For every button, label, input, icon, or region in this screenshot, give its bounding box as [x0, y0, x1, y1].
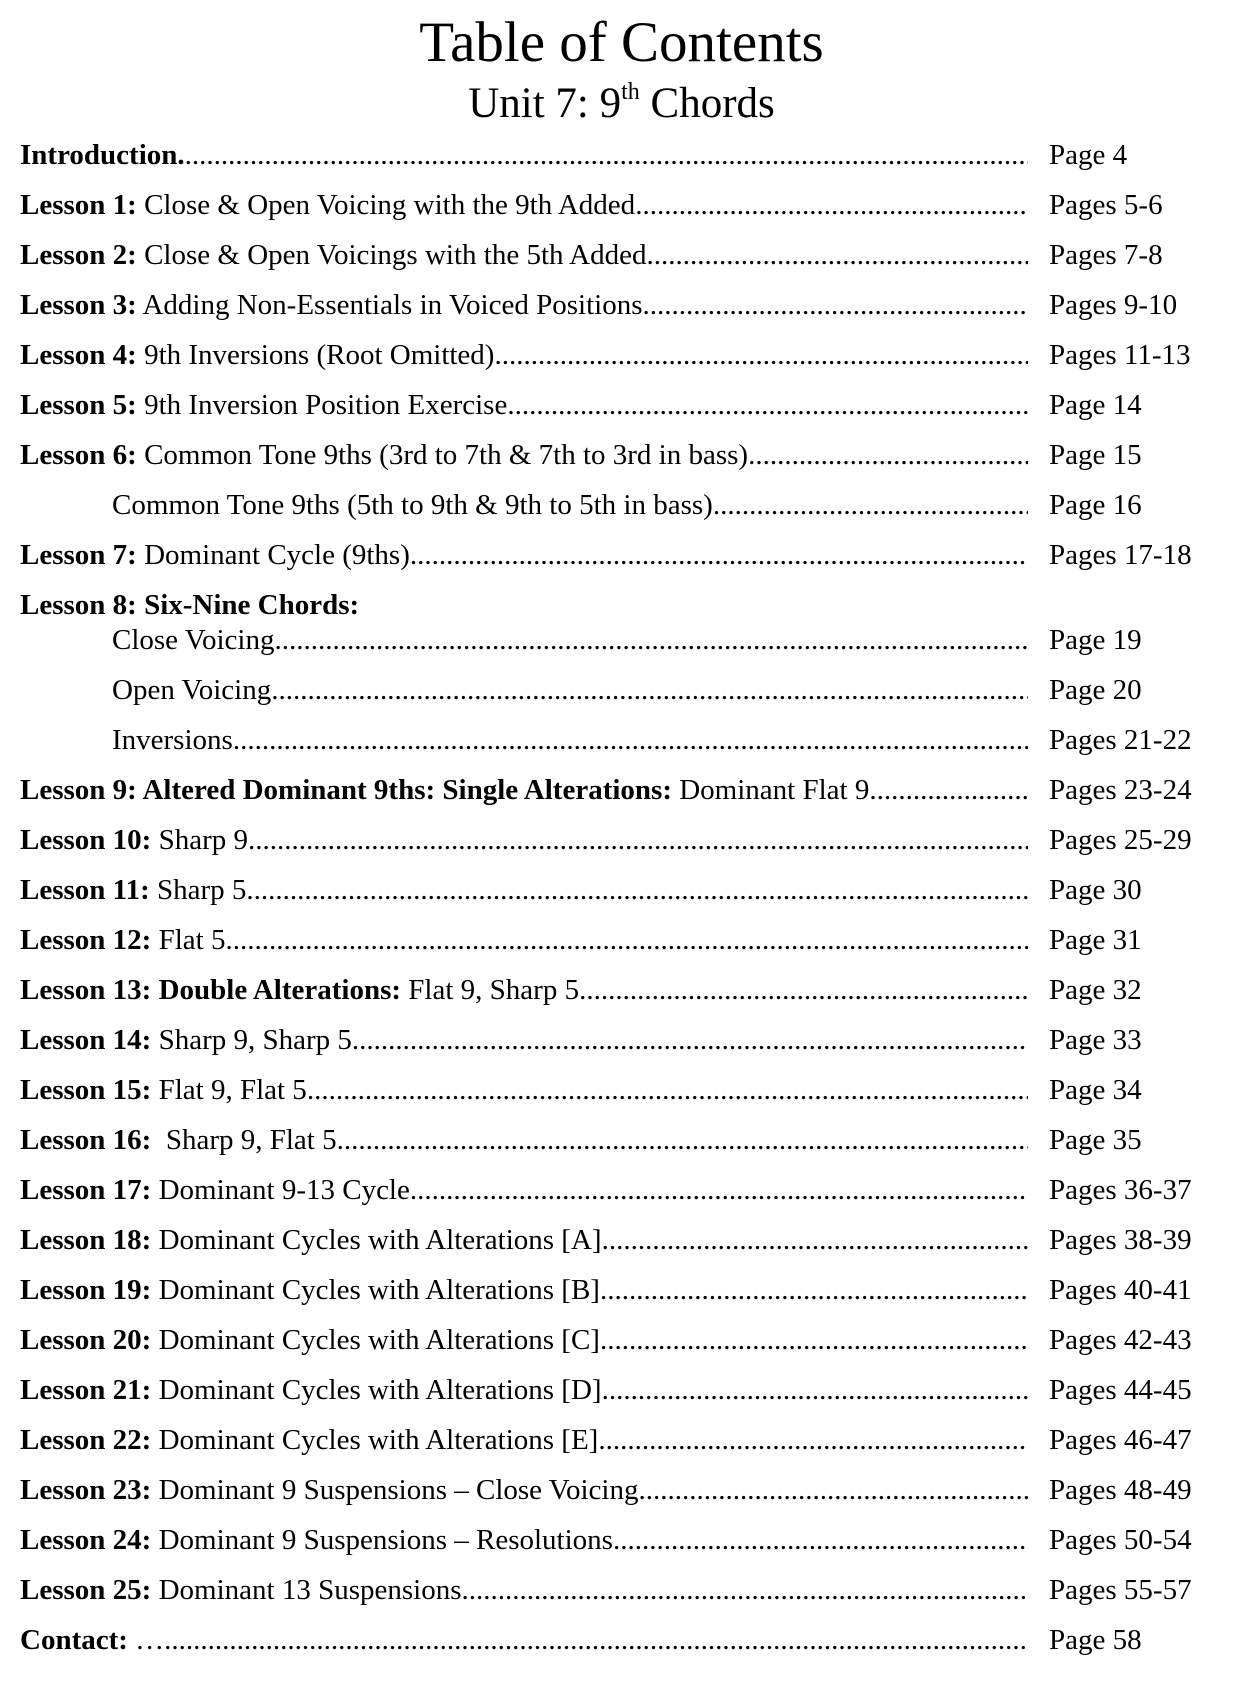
- toc-entry-text: Dominant Cycle (9ths): [136, 539, 410, 571]
- toc-entry-title: [20, 1573, 1028, 1607]
- toc-entry-title: [20, 1123, 1028, 1157]
- toc-entry-title: [20, 288, 1028, 322]
- toc-entry-title: [20, 588, 1028, 622]
- toc-entry-text: Sharp 5: [149, 874, 247, 906]
- toc-entry-page: Pages 5-6: [1049, 189, 1163, 221]
- toc-entry: [20, 1523, 1220, 1573]
- toc-entry-label: Lesson 6:: [20, 439, 137, 471]
- toc-entry-label: Lesson 23:: [20, 1474, 152, 1506]
- subtitle-superscript: th: [621, 79, 640, 105]
- toc-entry-text: Dominant 9 Suspensions – Close Voicing: [151, 1474, 639, 1506]
- toc-entry-text: Dominant 13 Suspensions: [151, 1574, 462, 1606]
- toc-entry-text: Flat 9, Sharp 5: [401, 974, 580, 1006]
- toc-entry-page: Pages 36-37: [1049, 1174, 1192, 1206]
- toc-entry-label: Lesson 15:: [20, 1074, 152, 1106]
- toc-entry: [20, 138, 1220, 188]
- toc-entry-label: Lesson 4:: [20, 339, 137, 371]
- toc-entry: [20, 923, 1220, 973]
- toc-entry-label: Lesson 12:: [20, 924, 152, 956]
- toc-entry-page: Pages 7-8: [1049, 239, 1163, 271]
- toc-entry: [20, 538, 1220, 588]
- toc-entry-page: Pages 11-13: [1049, 339, 1191, 371]
- toc-entry: [20, 388, 1220, 438]
- toc-entry-label: Lesson 20:: [20, 1324, 152, 1356]
- toc-entry: [20, 438, 1220, 488]
- toc-entry-page: Page 14: [1049, 389, 1142, 421]
- toc-entry: [20, 238, 1220, 288]
- toc-entry-title: [20, 1223, 1028, 1257]
- toc-entry-text: Sharp 9: [151, 824, 248, 856]
- toc-entry: [20, 1373, 1220, 1423]
- toc-entry-title: [20, 338, 1028, 372]
- toc-entry-page: Page 58: [1049, 1624, 1142, 1656]
- toc-entry-title: [20, 1373, 1028, 1407]
- toc-entry-text: Dominant Flat 9: [671, 774, 870, 806]
- toc-entry: [20, 1323, 1220, 1373]
- toc-entry-label: Lesson 9: Altered Dominant 9ths: Single Alterations:: [20, 774, 672, 806]
- toc-entry-title: [112, 488, 1028, 522]
- toc-entry-title: [20, 1623, 1028, 1657]
- toc-entry-title: [112, 623, 1028, 657]
- toc-entry-text: Open Voicing: [112, 674, 272, 706]
- toc-entry-page: Pages 23-24: [1049, 774, 1192, 806]
- toc-entry-label: Lesson 5:: [20, 389, 137, 421]
- toc-entry: [20, 1173, 1220, 1223]
- toc-entry-title: [20, 1173, 1028, 1207]
- toc-entry-title: [20, 1273, 1028, 1307]
- toc-entry-title: [20, 1423, 1028, 1457]
- toc-entry-page: Pages 38-39: [1049, 1224, 1192, 1256]
- toc-entry-page: Pages 40-41: [1049, 1274, 1192, 1306]
- toc-entry: [20, 488, 1220, 538]
- toc-entry-label: Lesson 10:: [20, 824, 152, 856]
- toc-entry-label: Lesson 19:: [20, 1274, 152, 1306]
- toc-entry-label: Lesson 25:: [20, 1574, 152, 1606]
- toc-entry-page: Page 16: [1049, 489, 1142, 521]
- toc-entry-label: Lesson 18:: [20, 1224, 152, 1256]
- toc-entry-text: Sharp 9, Flat 5: [151, 1124, 337, 1156]
- toc-entry: [20, 773, 1220, 823]
- toc-entry-title: [20, 823, 1028, 857]
- toc-entry-title: [20, 1073, 1028, 1107]
- toc-entry: [20, 1123, 1220, 1173]
- toc-entry-label: Lesson 11:: [20, 874, 150, 906]
- toc-entry-text: Dominant Cycles with Alterations [B]: [151, 1274, 600, 1306]
- toc-entry-page: Page 35: [1049, 1124, 1142, 1156]
- page-subtitle: [0, 79, 1243, 127]
- toc-entry-text: 9th Inversions (Root Omitted): [136, 339, 495, 371]
- toc-entry-label: Lesson 2:: [20, 239, 137, 271]
- toc-entry: [20, 188, 1220, 238]
- toc-entry-page: Page 32: [1049, 974, 1142, 1006]
- toc-entry-text: Flat 5: [151, 924, 226, 956]
- toc-entry-text: Sharp 9, Sharp 5: [151, 1024, 352, 1056]
- toc-entry-page: Pages 50-54: [1049, 1524, 1192, 1556]
- toc-entry-text: Dominant 9 Suspensions – Resolutions: [151, 1524, 613, 1556]
- toc-entry: [20, 1573, 1220, 1623]
- toc-entry: [20, 1423, 1220, 1473]
- toc-entry-title: [112, 673, 1028, 707]
- toc-entry-page: Page 4: [1049, 139, 1128, 171]
- toc-entry-title: [20, 1473, 1028, 1507]
- toc-entry-text: Close & Open Voicing with the 9th Added: [136, 189, 636, 221]
- toc-entry-text: Dominant Cycles with Alterations [E]: [151, 1424, 599, 1456]
- toc-entry-title: [20, 188, 1028, 222]
- toc-entry-text: Common Tone 9ths (5th to 9th & 9th to 5th in bass): [112, 489, 713, 521]
- toc-entry-title: [20, 1023, 1028, 1057]
- toc-entry-page: Page 30: [1049, 874, 1142, 906]
- toc-entry-text: Close & Open Voicings with the 5th Added: [136, 239, 647, 271]
- toc-entry-label: Lesson 13: Double Alterations:: [20, 974, 402, 1006]
- toc-entry-text: Dominant Cycles with Alterations [C]: [151, 1324, 600, 1356]
- toc-entry-text: Dominant 9-13 Cycle: [151, 1174, 410, 1206]
- toc-entry: [20, 338, 1220, 388]
- subtitle-prefix: Unit 7: 9: [468, 80, 622, 127]
- toc-entry-title: [112, 723, 1028, 757]
- toc-entry-title: [20, 873, 1028, 907]
- toc-entry-label: Lesson 24:: [20, 1524, 152, 1556]
- toc-entry-page: Pages 9-10: [1049, 289, 1178, 321]
- toc-entry-label: Lesson 22:: [20, 1424, 152, 1456]
- toc-entry-title: [20, 973, 1028, 1007]
- toc-entry-text: Dominant Cycles with Alterations [A]: [151, 1224, 602, 1256]
- toc-entry: [20, 1623, 1220, 1673]
- toc-entry-title: [20, 1323, 1028, 1357]
- toc-entry: [20, 823, 1220, 873]
- toc-entry-label: Introduction.: [20, 139, 185, 171]
- toc-entry-title: [20, 238, 1028, 272]
- toc-entry-label: Lesson 16:: [20, 1124, 152, 1156]
- toc-entry-page: Page 34: [1049, 1074, 1142, 1106]
- toc-entry-label: Contact:: [20, 1624, 128, 1656]
- toc-entry-label: Lesson 17:: [20, 1174, 152, 1206]
- toc-entry: [20, 1473, 1220, 1523]
- toc-entry-text: Dominant Cycles with Alterations [D]: [151, 1374, 602, 1406]
- toc-entry: [20, 1273, 1220, 1323]
- toc-entry-title: [20, 538, 1028, 572]
- toc-entry: [20, 1223, 1220, 1273]
- page-title: Table of Contents: [419, 11, 824, 74]
- toc-entry-text: Common Tone 9ths (3rd to 7th & 7th to 3rd in bass): [136, 439, 749, 471]
- toc-entry: [20, 723, 1220, 773]
- toc-entry-text: Adding Non-Essentials in Voiced Positions: [136, 289, 643, 321]
- toc-entry: [20, 288, 1220, 338]
- toc-entry-text: Close Voicing: [112, 624, 275, 656]
- toc-entry-text: …: [127, 1624, 165, 1656]
- toc-entry-page: Pages 46-47: [1049, 1424, 1192, 1456]
- toc-entry-page: Page 31: [1049, 924, 1142, 956]
- toc-entry-label: Lesson 14:: [20, 1024, 152, 1056]
- toc-entry-label: Lesson 1:: [20, 189, 137, 221]
- toc-entry-page: Pages 42-43: [1049, 1324, 1192, 1356]
- toc-entry: [20, 873, 1220, 923]
- toc-entry-title: [20, 138, 1028, 172]
- toc-entry: [20, 1023, 1220, 1073]
- toc-entry-page: Pages 48-49: [1049, 1474, 1192, 1506]
- toc-entry-label: Lesson 3:: [20, 289, 137, 321]
- toc-entry-text: Inversions: [112, 724, 233, 756]
- toc-entry-label: Lesson 7:: [20, 539, 137, 571]
- toc-entry-page: Pages 44-45: [1049, 1374, 1192, 1406]
- subtitle-suffix: Chords: [639, 80, 775, 127]
- toc-list: [20, 138, 1220, 1673]
- toc-entry-page: Page 15: [1049, 439, 1142, 471]
- toc-entry-title: [20, 773, 1028, 807]
- toc-entry-label: Lesson 21:: [20, 1374, 152, 1406]
- toc-entry-title: [20, 438, 1028, 472]
- toc-entry-page: Pages 55-57: [1049, 1574, 1192, 1606]
- toc-entry-page: Pages 25-29: [1049, 824, 1192, 856]
- toc-entry-page: Pages 21-22: [1049, 724, 1192, 756]
- toc-entry: [20, 1073, 1220, 1123]
- toc-entry: [20, 673, 1220, 723]
- toc-entry-text: Flat 9, Flat 5: [151, 1074, 307, 1106]
- toc-entry-label: Lesson 8: Six-Nine Chords:: [20, 589, 360, 621]
- toc-entry-page: Page 33: [1049, 1024, 1142, 1056]
- toc-entry: [20, 623, 1220, 673]
- toc-entry-page: Page 20: [1049, 674, 1142, 706]
- toc-entry-title: [20, 388, 1028, 422]
- toc-entry: [20, 588, 1220, 623]
- toc-entry-title: [20, 1523, 1028, 1557]
- toc-entry-page: Pages 17-18: [1049, 539, 1192, 571]
- toc-entry: [20, 973, 1220, 1023]
- toc-entry-text: 9th Inversion Position Exercise: [136, 389, 508, 421]
- toc-entry-title: [20, 923, 1028, 957]
- toc-entry-page: Page 19: [1049, 624, 1142, 656]
